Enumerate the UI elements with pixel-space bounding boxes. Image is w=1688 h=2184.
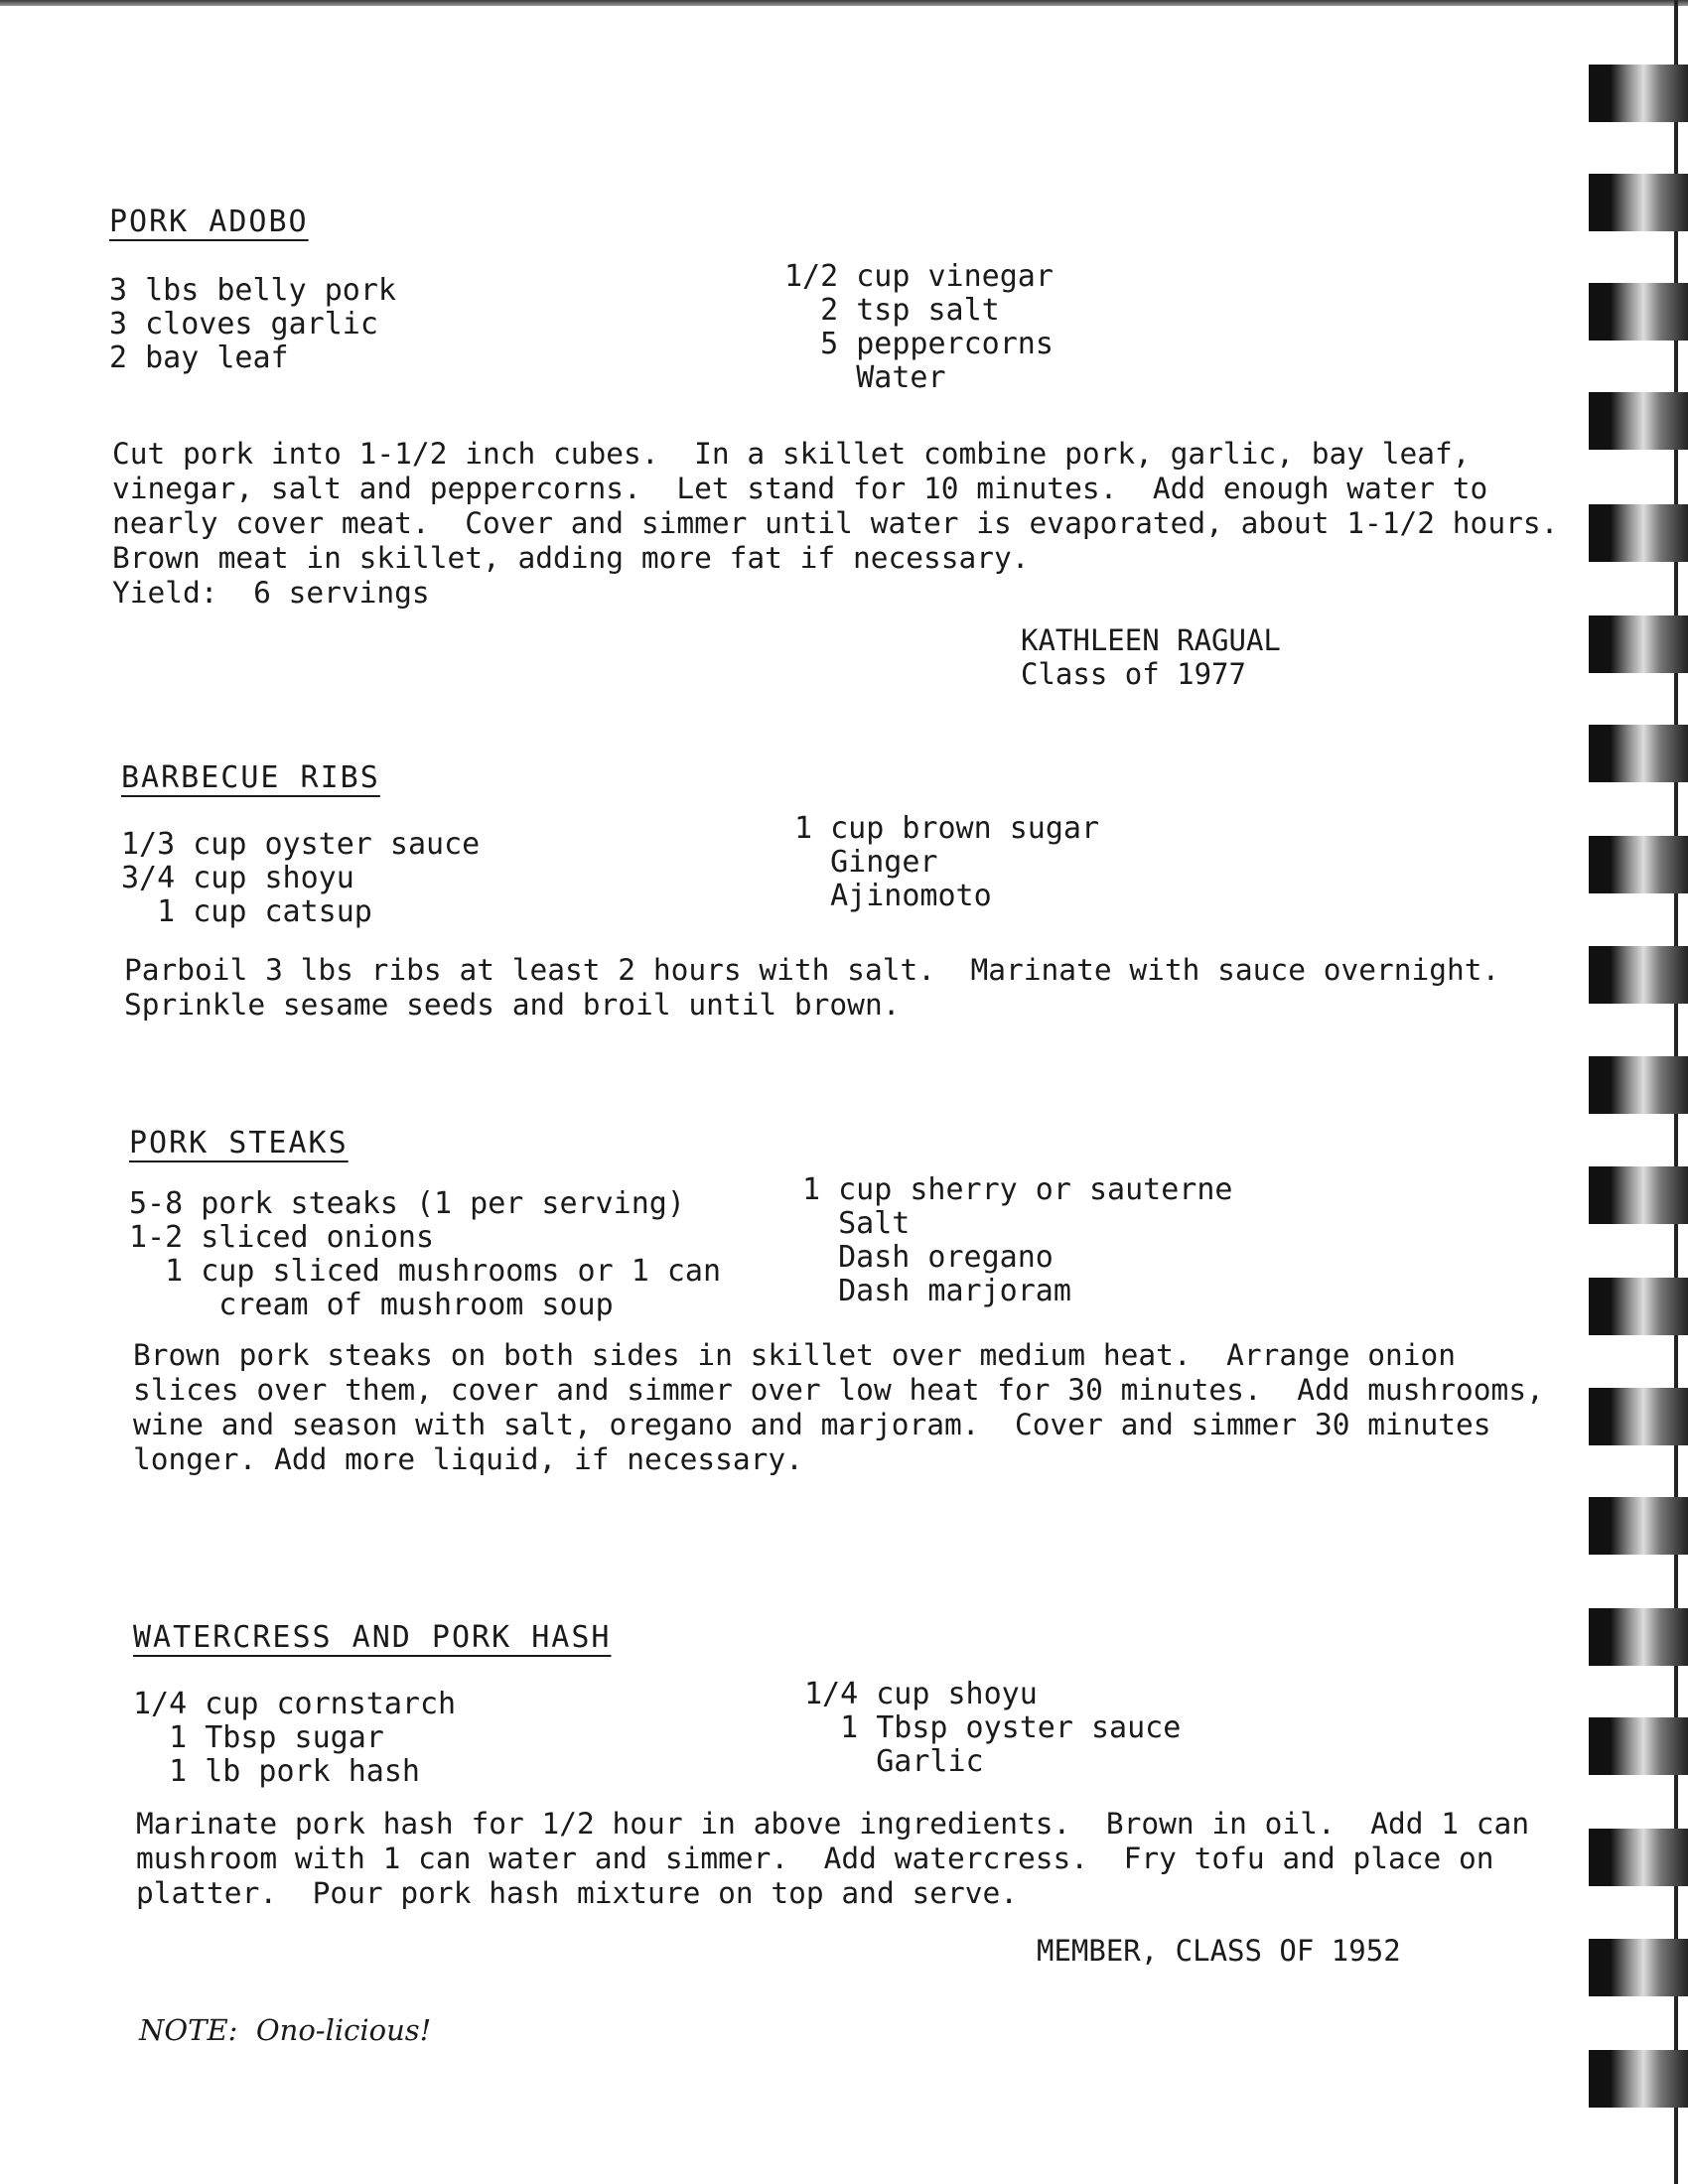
directions-line: Cut pork into 1-1/2 inch cubes. In a skillet combine pork, garlic, bay leaf, xyxy=(112,437,1471,471)
recipe-title: PORK STEAKS xyxy=(129,1126,349,1160)
ingredient: 1/3 cup oyster sauce xyxy=(121,827,481,862)
ingredient: Dash marjoram xyxy=(802,1274,1071,1308)
contributor-name: KATHLEEN RAGUAL xyxy=(1021,623,1281,657)
directions-line: vinegar, salt and peppercorns. Let stand for 10 minutes. Add enough water to xyxy=(112,472,1488,505)
directions-line: slices over them, cover and simmer over low heat for 30 minutes. Add mushrooms, xyxy=(133,1373,1544,1407)
contributor xyxy=(1037,1934,1401,1968)
ingredient: cream of mushroom soup xyxy=(129,1288,614,1322)
ingredient: 5-8 pork steaks (1 per serving) xyxy=(129,1186,685,1221)
directions-line: wine and season with salt, oregano and marjoram. Cover and simmer 30 minutes xyxy=(133,1408,1491,1441)
page-top-edge xyxy=(0,0,1688,6)
ingredients-right xyxy=(804,1678,1181,1779)
ingredient: 1 cup sherry or sauterne xyxy=(802,1172,1233,1207)
directions-line: longer. Add more liquid, if necessary. xyxy=(133,1442,803,1476)
directions-line: Parboil 3 lbs ribs at least 2 hours with salt. Marinate with sauce overnight. xyxy=(124,953,1500,987)
binding-ring xyxy=(1589,174,1688,231)
ingredients-left xyxy=(133,1688,456,1789)
binding-ring xyxy=(1589,1388,1688,1445)
ingredient: 3 lbs belly pork xyxy=(109,273,396,308)
ingredient: 1 cup brown sugar xyxy=(794,811,1100,846)
recipe-title: WATERCRESS AND PORK HASH xyxy=(133,1620,612,1655)
contributor xyxy=(1021,623,1281,691)
ingredients-left xyxy=(121,828,480,929)
directions-line: Yield: 6 servings xyxy=(112,576,430,610)
directions-line: Brown meat in skillet, adding more fat if necessary. xyxy=(112,541,1030,575)
ingredient: 1 cup catsup xyxy=(121,894,372,929)
ingredient: Dash oregano xyxy=(802,1240,1054,1275)
binding-ring xyxy=(1589,1056,1688,1114)
ingredients-right xyxy=(794,812,1099,913)
recipe-title: PORK ADOBO xyxy=(109,205,309,239)
binding-ring xyxy=(1589,1829,1688,1886)
directions-line: platter. Pour pork hash mixture on top and serve. xyxy=(136,1876,1019,1910)
ingredient: 1 lb pork hash xyxy=(133,1754,420,1789)
binding-ring xyxy=(1589,1717,1688,1775)
ingredients-left xyxy=(109,274,396,375)
ingredient: 1 cup sliced mushrooms or 1 can xyxy=(129,1254,722,1289)
ingredients-left xyxy=(129,1187,721,1322)
ingredient: Ginger xyxy=(794,845,938,880)
ingredient: Salt xyxy=(802,1206,911,1241)
ingredient: 1 Tbsp sugar xyxy=(133,1720,384,1755)
binding-ring xyxy=(1589,1939,1688,1996)
binding-ring xyxy=(1589,1166,1688,1224)
contributor-class: Class of 1977 xyxy=(1021,657,1246,691)
ingredient: 2 tsp salt xyxy=(784,293,1000,328)
directions-line: Sprinkle sesame seeds and broil until brown. xyxy=(124,988,901,1022)
ingredient: 5 peppercorns xyxy=(784,327,1054,361)
ingredient: 1 Tbsp oyster sauce xyxy=(804,1710,1182,1745)
binding-ring xyxy=(1589,1497,1688,1555)
binding-ring xyxy=(1589,1278,1688,1335)
directions-line: Brown pork steaks on both sides in skillet over medium heat. Arrange onion xyxy=(133,1338,1457,1372)
recipe-directions xyxy=(124,953,1499,1023)
ingredient: 1-2 sliced onions xyxy=(129,1220,435,1255)
recipe-directions xyxy=(136,1807,1529,1911)
binding-ring xyxy=(1589,2050,1688,2108)
binding-ring xyxy=(1589,615,1688,673)
binding-ring xyxy=(1589,946,1688,1004)
binding-ring xyxy=(1589,65,1688,122)
ingredient: 3/4 cup shoyu xyxy=(121,861,354,895)
binding-ring xyxy=(1589,392,1688,450)
binding-ring xyxy=(1589,836,1688,893)
binding-ring xyxy=(1589,283,1688,341)
recipe-directions xyxy=(112,437,1558,611)
ingredient: Ajinomoto xyxy=(794,879,992,913)
footer-note: NOTE: Ono-licious! xyxy=(139,2013,432,2047)
binding-ring xyxy=(1589,725,1688,782)
recipe-directions xyxy=(133,1338,1544,1477)
ingredients-right xyxy=(784,260,1054,395)
binding-ring xyxy=(1589,504,1688,562)
directions-line: nearly cover meat. Cover and simmer until water is evaporated, about 1-1/2 hours. xyxy=(112,506,1559,540)
directions-line: Marinate pork hash for 1/2 hour in above ingredients. Brown in oil. Add 1 can xyxy=(136,1807,1530,1841)
ingredient: 2 bay leaf xyxy=(109,341,289,375)
binding-ring xyxy=(1589,1608,1688,1666)
spiral-binding xyxy=(1589,0,1688,2184)
ingredient: Water xyxy=(784,360,946,395)
directions-line: mushroom with 1 can water and simmer. Add watercress. Fry tofu and place on xyxy=(136,1842,1494,1875)
recipe-title: BARBECUE RIBS xyxy=(121,760,380,795)
contributor-name: MEMBER, CLASS OF 1952 xyxy=(1037,1934,1401,1968)
ingredient: 1/4 cup cornstarch xyxy=(133,1687,457,1721)
ingredient: 1/2 cup vinegar xyxy=(784,259,1054,294)
ingredient: Garlic xyxy=(804,1744,984,1779)
ingredient: 1/4 cup shoyu xyxy=(804,1677,1038,1711)
ingredient: 3 cloves garlic xyxy=(109,307,378,341)
ingredients-right xyxy=(802,1173,1232,1308)
